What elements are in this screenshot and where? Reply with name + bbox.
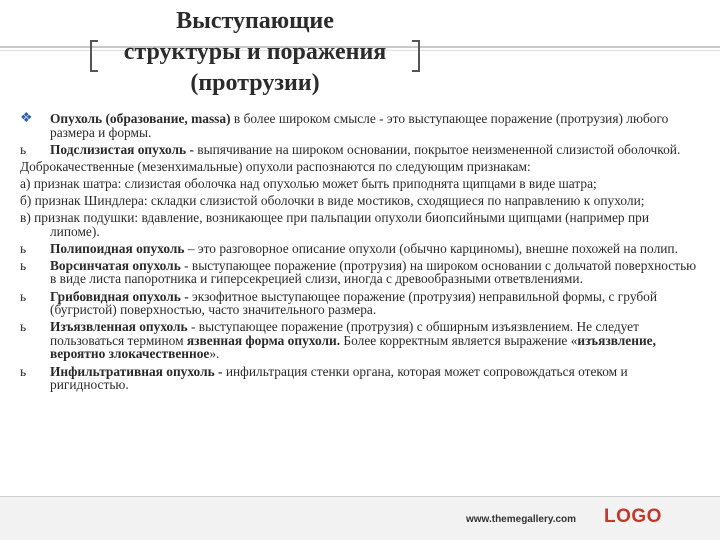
- diamond-bullet-icon: ❖: [20, 111, 33, 126]
- term: Грибовидная опухоль -: [50, 288, 189, 304]
- definition: Более корректным является выражение «: [340, 332, 578, 348]
- slide-body: [20, 112, 700, 395]
- term-emphasis: язвенная форма опухоли.: [186, 332, 341, 348]
- list-item: [20, 143, 700, 157]
- definition: в более широком смысле - это выступающее поражение (протрузия) любого размера и формы.: [50, 111, 669, 140]
- definition: – это разговорное описание опухоли (обычно карциномы), внешне похожей на полип.: [184, 240, 678, 256]
- list-item: [20, 242, 700, 256]
- term-emphasis: изъязвление, вероятно злокачественное: [50, 332, 656, 362]
- bullet-icon: ь: [20, 257, 27, 273]
- term: Изъязвленная опухоль: [50, 319, 188, 335]
- bullet-icon: ь: [20, 240, 27, 256]
- bullet-icon: ь: [20, 288, 27, 304]
- list-item: [20, 320, 700, 361]
- term: Полипоидная опухоль: [50, 240, 185, 256]
- bullet-icon: ь: [20, 363, 27, 379]
- paragraph: Доброкачественные (мезенхимальные) опухоли распознаются по следующим признакам:: [20, 158, 531, 174]
- bullet-icon: ь: [20, 141, 27, 157]
- definition: - выступающее поражение (протрузия) на широком основании с дольчатой поверхностью в виде листа папоротника и гиперсекрецией слизи, иногда с древообразными ответвлениями.: [50, 257, 697, 287]
- slide-title: [0, 6, 510, 99]
- bullet-icon: ь: [20, 319, 27, 335]
- term: Подслизистая опухоль -: [50, 141, 194, 157]
- paragraph: в) признак подушки: вдавление, возникающее при пальпации опухоли биопсийными щипцами (например при липоме).: [20, 210, 649, 239]
- list-item: [20, 290, 700, 317]
- title-line-3: (протрузии): [190, 70, 320, 96]
- title-line-2: структуры и поражения: [123, 39, 387, 65]
- paragraph: а) признак шатра: слизистая оболочка над опухолью может быть приподнята щипцами в виде шатра;: [20, 175, 597, 191]
- definition: экзофитное выступающее поражение (протрузия) неправильной формы, с грубой (бугристой) поверхностью, часто значительного размера.: [50, 288, 658, 318]
- title-line-1: Выступающие: [176, 8, 334, 34]
- footer-site-link[interactable]: www.themegallery.com: [466, 514, 577, 525]
- term: Опухоль (образование, massa): [50, 111, 231, 126]
- list-item: [20, 112, 700, 139]
- term: Инфильтративная опухоль -: [50, 363, 223, 379]
- definition: ».: [209, 346, 220, 362]
- definition: выпячивание на широком основании, покрытое неизмененной слизистой оболочкой.: [193, 141, 681, 157]
- list-item: [20, 365, 700, 392]
- paragraph: б) признак Шиндлера: складки слизистой оболочки в виде мостиков, сходящиеся по направлению к опухоли;: [20, 192, 645, 208]
- definition: инфильтрация стенки органа, которая может сопровождаться отеком и ригидностью.: [50, 363, 628, 393]
- logo: LOGO: [604, 506, 662, 527]
- definition: - выступающее поражение (протрузия) с обширным изъязвлением. Не следует пользоваться термином: [50, 319, 639, 348]
- list-item: [20, 259, 700, 286]
- footer-divider: [0, 496, 720, 497]
- term: Ворсинчатая опухоль: [50, 257, 181, 273]
